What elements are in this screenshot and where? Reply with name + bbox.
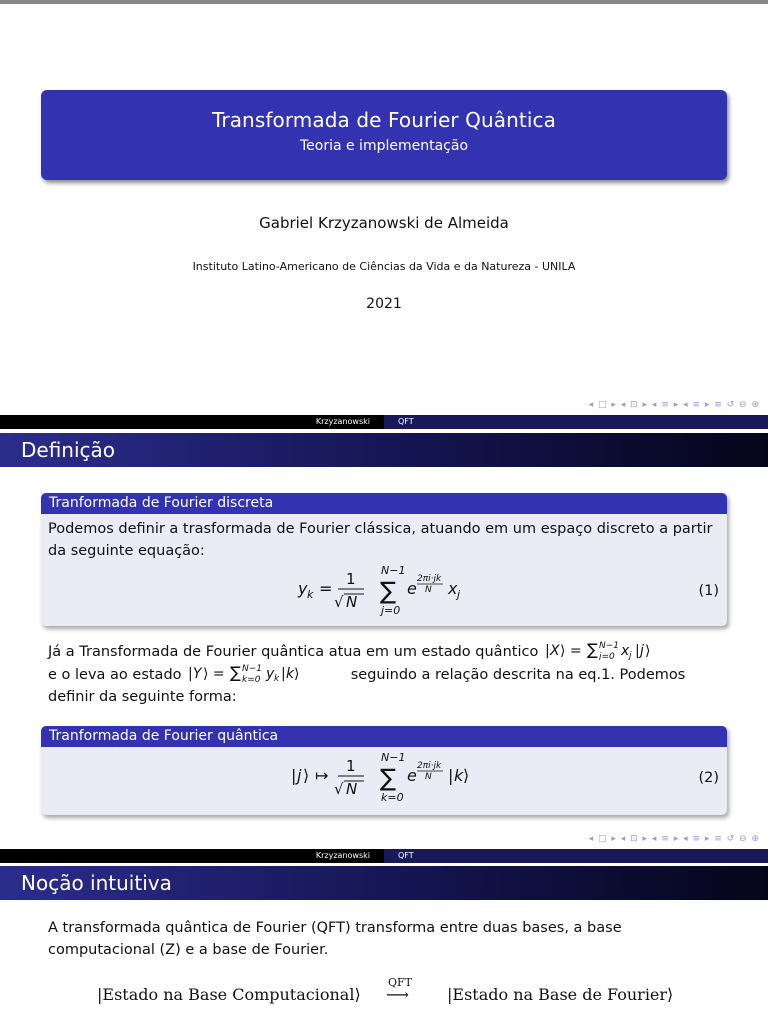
headline-author: Krzyzanowski	[315, 417, 370, 426]
svg-text:1: 1	[346, 757, 356, 775]
title-box	[41, 90, 727, 180]
svg-text:N: N	[346, 780, 358, 798]
arrow-label: QFT	[388, 976, 412, 989]
para-line-2b: seguindo a relação descrita na eq.1. Podemos	[350, 667, 686, 683]
svg-text:j: j	[628, 651, 632, 660]
svg-text:|: |	[448, 766, 454, 785]
svg-text:|: |	[291, 766, 297, 785]
paragraph-intuitive: A transformada quântica de Fourier (QFT) transforma entre duas bases, a base computacional (Z) e a base de Fourier.	[48, 920, 622, 958]
svg-text:⟩: ⟩	[294, 666, 300, 682]
equation-2-number: (2)	[698, 770, 719, 786]
svg-text:|: |	[544, 643, 550, 659]
svg-text:k=0: k=0	[242, 675, 261, 683]
svg-text:|: |	[281, 666, 286, 682]
para-line-2: e o leva ao estado	[48, 667, 182, 683]
institute: Instituto Latino-Americano de Ciências da Vida e da Natureza - UNILA	[192, 260, 576, 273]
presentation-subtitle: Teoria e implementação	[299, 138, 469, 154]
equation-1	[48, 562, 719, 618]
right-arrow-icon: ⟶	[386, 985, 409, 1004]
basis-mapping	[97, 976, 697, 1010]
navigation-symbols-2[interactable]: ◂ □ ▸ ◂ ⊡ ▸ ◂ ≡ ▸ ◂ ≡ ▸ ≡ ↺ ⊖ ⊕	[588, 834, 760, 844]
svg-text:j=0: j=0	[598, 652, 615, 660]
svg-text:2πi·jk: 2πi·jk	[417, 761, 442, 771]
svg-text:∑: ∑	[230, 663, 241, 682]
navigation-symbols[interactable]: ◂ □ ▸ ◂ ⊡ ▸ ◂ ≡ ▸ ◂ ≡ ▸ ≡ ↺ ⊖ ⊕	[588, 400, 760, 410]
block-dft-text: Podemos definir a trasformada de Fourier clássica, atuando em um espaço discreto a partir da seguinte equação:	[48, 521, 713, 559]
svg-text:Y: Y	[193, 666, 202, 682]
svg-text:2πi·jk: 2πi·jk	[417, 574, 442, 584]
equation-2-formula	[48, 749, 718, 805]
svg-text:⟩ =: ⟩ =	[559, 643, 582, 659]
svg-text:⟩ =: ⟩ =	[203, 666, 225, 682]
left-state: |Estado na Base Computacional⟩	[97, 985, 361, 1004]
headline-author-2: Krzyzanowski	[315, 851, 370, 860]
svg-text:N: N	[425, 772, 432, 782]
svg-text:k: k	[274, 674, 280, 683]
para-line-1: Já a Transformada de Fourier quântica atua em um estado quântico	[48, 644, 539, 660]
slide-headline-2	[0, 849, 768, 863]
svg-text:e: e	[407, 766, 417, 785]
svg-text:∑: ∑	[380, 764, 397, 792]
paragraph-qft-intro	[48, 640, 728, 708]
svg-text:y: y	[266, 666, 275, 682]
state-y-formula	[186, 663, 346, 683]
svg-text:|: |	[634, 643, 640, 659]
svg-text:j: j	[639, 643, 644, 659]
equation-2	[48, 749, 719, 805]
state-x-formula	[543, 640, 703, 660]
svg-text:=: =	[319, 579, 333, 598]
svg-text:k=0: k=0	[381, 791, 404, 804]
svg-text:√: √	[334, 780, 344, 798]
svg-text:N−1: N−1	[598, 641, 619, 651]
headline-title: QFT	[384, 415, 768, 429]
equation-1-formula	[48, 562, 718, 618]
svg-text:x: x	[620, 643, 630, 659]
headline-title-2: QFT	[384, 849, 768, 863]
svg-text:↦: ↦	[315, 766, 329, 785]
svg-text:y: y	[298, 579, 308, 598]
svg-text:j: j	[457, 588, 461, 601]
block-qft	[41, 726, 727, 815]
block-dft	[41, 493, 727, 626]
svg-text:⟩: ⟩	[463, 766, 470, 785]
svg-text:x: x	[448, 579, 458, 598]
svg-text:k: k	[286, 666, 295, 682]
svg-text:∑: ∑	[586, 640, 598, 659]
equation-1-number: (1)	[698, 583, 719, 599]
svg-text:1: 1	[346, 570, 356, 588]
svg-text:|: |	[188, 666, 193, 682]
block-dft-title: Tranformada de Fourier discreta	[41, 493, 727, 514]
svg-text:∑: ∑	[380, 577, 397, 605]
svg-text:N−1: N−1	[381, 564, 406, 577]
svg-text:√: √	[334, 593, 344, 611]
author: Gabriel Krzyzanowski de Almeida	[259, 214, 509, 232]
frame-title-definicao: Definição	[0, 433, 768, 467]
svg-text:⟩: ⟩	[644, 643, 651, 659]
right-state: |Estado na Base de Fourier⟩	[447, 985, 674, 1004]
slide-headline	[0, 415, 768, 429]
svg-text:⟩: ⟩	[303, 766, 310, 785]
svg-text:j: j	[297, 766, 302, 785]
svg-text:e: e	[407, 579, 417, 598]
frame-title-nocao: Noção intuitiva	[0, 866, 768, 900]
para-line-3: definir da seguinte forma:	[48, 689, 237, 705]
svg-text:j=0: j=0	[381, 604, 401, 617]
block-qft-title: Tranformada de Fourier quântica	[41, 726, 727, 747]
title-slide	[0, 4, 768, 414]
presentation-title: Transformada de Fourier Quântica	[212, 108, 556, 132]
svg-text:k: k	[454, 766, 464, 785]
svg-text:N: N	[425, 585, 432, 595]
svg-text:N−1: N−1	[381, 751, 406, 764]
year: 2021	[366, 296, 402, 312]
svg-text:N−1: N−1	[242, 664, 263, 674]
svg-text:k: k	[307, 588, 314, 601]
svg-text:X: X	[549, 643, 560, 659]
svg-text:N: N	[346, 593, 358, 611]
